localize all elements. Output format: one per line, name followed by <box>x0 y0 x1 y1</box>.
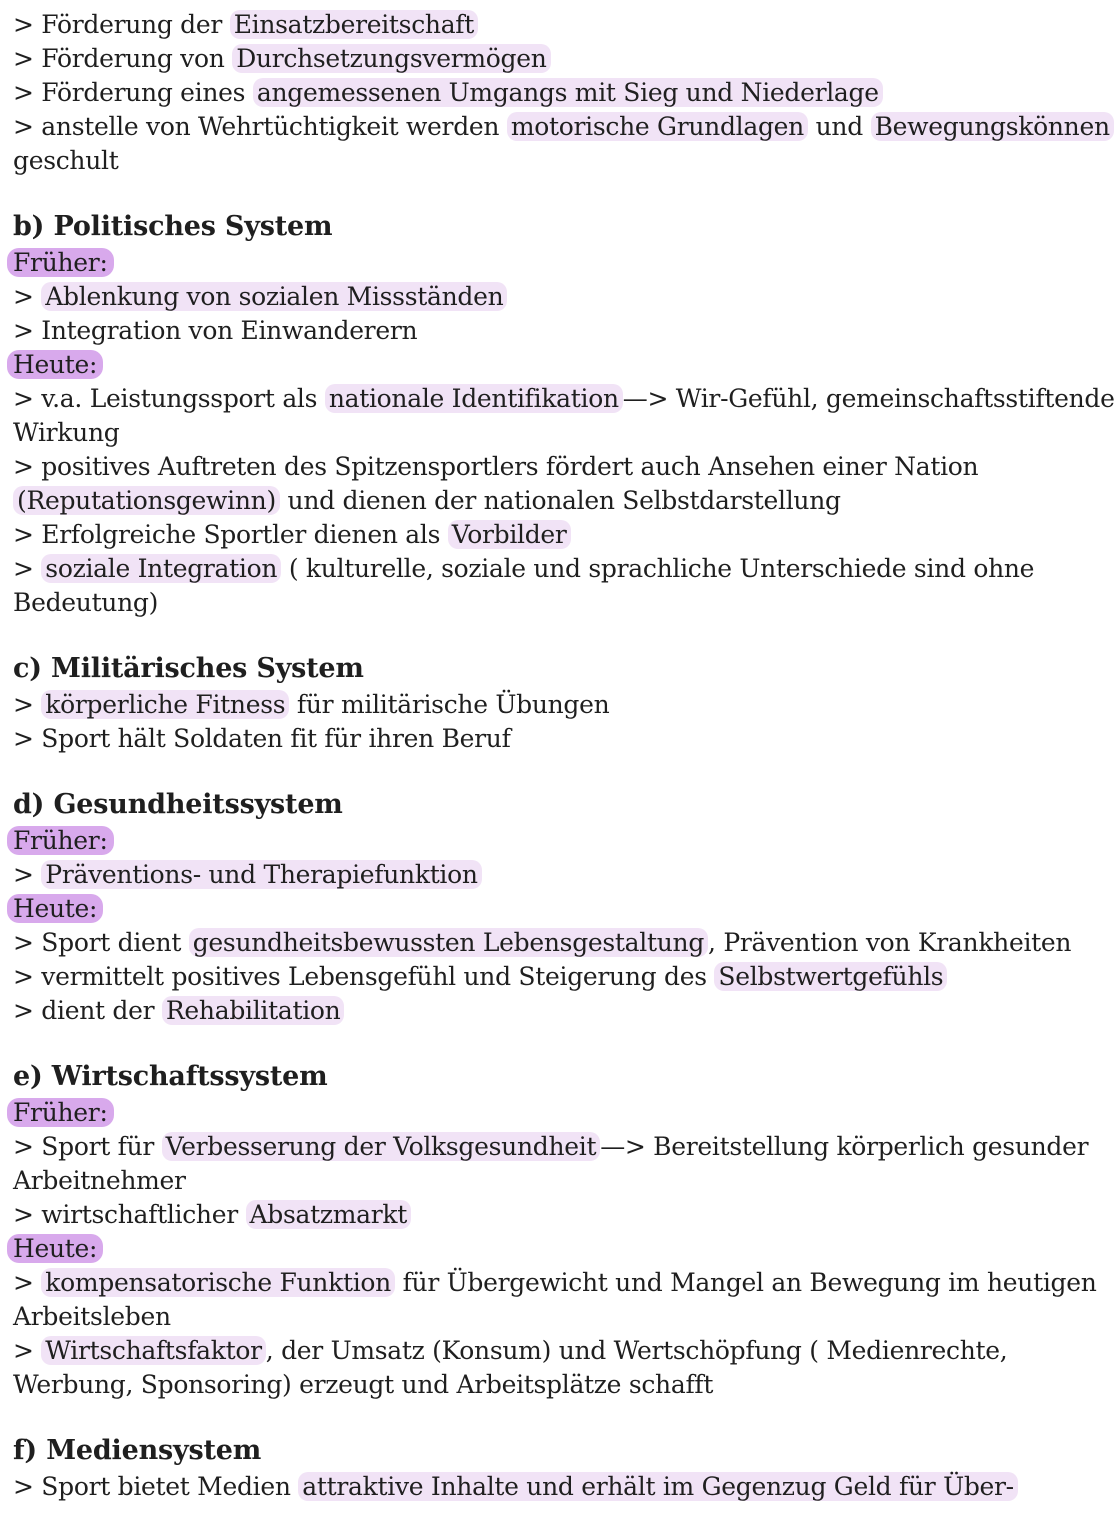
label-heute <box>13 348 1068 382</box>
highlight: Absatzmarkt <box>246 1200 411 1229</box>
highlight: Bewegungskönnen <box>871 112 1114 141</box>
b-heute-line-1: > v.a. Leistungssport als nationale Identifikation —> Wir-Gefühl, gemeinschaftsstiftende <box>13 384 1115 413</box>
highlight: körperliche Fitness <box>41 690 289 719</box>
highlight: nationale Identifikation <box>325 384 623 413</box>
d-frueher-line-1: > Präventions- und Therapiefunktion <box>13 858 1068 892</box>
tag-heute: Heute: <box>7 1234 103 1263</box>
label-frueher <box>13 824 1068 858</box>
highlight: soziale Integration <box>41 554 281 583</box>
b-heute-line-5: > Erfolgreiche Sportler dienen als Vorbilder <box>13 518 1068 552</box>
label-heute <box>13 1232 1068 1266</box>
highlight: Einsatzbereitschaft <box>230 10 478 39</box>
highlight: Rehabilitation <box>162 996 345 1025</box>
d-heute-line-1: > Sport dient gesundheitsbewussten Lebensgestaltung , Prävention von Krankheiten <box>13 928 1072 957</box>
b-frueher-line-1: > Ablenkung von sozialen Missständen <box>13 280 1068 314</box>
tag-frueher: Früher: <box>7 248 114 277</box>
highlight: gesundheitsbewussten Lebensgestaltung <box>189 928 708 957</box>
section-heading-e: e) Wirtschaftssystem <box>13 1061 328 1092</box>
b-heute-line-2: Wirkung <box>13 418 120 447</box>
c-line-1: > körperliche Fitness für militärische Übungen <box>13 690 610 719</box>
tag-frueher: Früher: <box>7 826 114 855</box>
highlight: angemessenen Umgangs mit Sieg und Niederlage <box>253 78 883 107</box>
e-heute-line-3: > Wirtschaftsfaktor , der Umsatz (Konsum) und Wertschöpfung ( Medienrechte, <box>13 1336 1008 1365</box>
e-heute-line-1: > kompensatorische Funktion für Übergewicht und Mangel an Bewegung im heutigen <box>13 1268 1097 1297</box>
section-heading-c: c) Militärisches System <box>13 653 364 684</box>
highlight: Verbesserung der Volksgesundheit <box>162 1132 601 1161</box>
label-frueher <box>13 246 1068 280</box>
d-heute-line-2: > vermittelt positives Lebensgefühl und Steigerung des Selbstwertgefühls <box>13 960 1068 994</box>
intro-line-4: > anstelle von Wehrtüchtigkeit werden motorische Grundlagen und Bewegungskönnen <box>13 110 1068 144</box>
e-frueher-line-2: Arbeitnehmer <box>13 1166 186 1195</box>
b-frueher-line-2: > Integration von Einwanderern <box>13 316 418 345</box>
highlight: Ablenkung von sozialen Missständen <box>41 282 507 311</box>
highlight: motorische Grundlagen <box>507 112 808 141</box>
b-heute-line-6: > soziale Integration ( kulturelle, soziale und sprachliche Unterschiede sind ohne <box>13 554 1035 583</box>
highlight: (Reputationsgewinn) <box>13 486 280 515</box>
intro-line-5: geschult <box>13 146 119 175</box>
e-frueher-line-1: > Sport für Verbesserung der Volksgesundheit —> Bereitstellung körperlich gesunder <box>13 1132 1089 1161</box>
highlight: Vorbilder <box>448 520 571 549</box>
intro-line-1: > Förderung der Einsatzbereitschaft <box>13 8 1068 42</box>
intro-line-2: > Förderung von Durchsetzungsvermögen <box>13 42 1068 76</box>
section-heading-d: d) Gesundheitssystem <box>13 789 343 820</box>
label-heute <box>13 892 1068 926</box>
intro-line-3: > Förderung eines angemessenen Umgangs mit Sieg und Niederlage <box>13 76 1068 110</box>
highlight: Präventions- und Therapiefunktion <box>41 860 481 889</box>
f-line-1: > Sport bietet Medien attraktive Inhalte und erhält im Gegenzug Geld für Über- <box>13 1470 1068 1504</box>
d-heute-line-3: > dient der Rehabilitation <box>13 994 1068 1028</box>
tag-heute: Heute: <box>7 350 103 379</box>
b-heute-line-3: > positives Auftreten des Spitzensportlers fördert auch Ansehen einer Nation <box>13 452 979 481</box>
section-heading-b: b) Politisches System <box>13 211 333 242</box>
highlight: attraktive Inhalte und erhält im Gegenzug Geld für Über- <box>298 1472 1018 1501</box>
label-frueher <box>13 1096 1068 1130</box>
e-frueher-line-3: > wirtschaftlicher Absatzmarkt <box>13 1198 1068 1232</box>
highlight: kompensatorische Funktion <box>41 1268 395 1297</box>
b-heute-line-4: (Reputationsgewinn) und dienen der nationalen Selbstdarstellung <box>13 484 1068 518</box>
tag-frueher: Früher: <box>7 1098 114 1127</box>
e-heute-line-2: Arbeitsleben <box>13 1302 171 1331</box>
section-heading-f: f) Mediensystem <box>13 1435 262 1466</box>
tag-heute: Heute: <box>7 894 103 923</box>
highlight: Selbstwertgefühls <box>714 962 947 991</box>
highlight: Wirtschaftsfaktor <box>41 1336 265 1365</box>
e-heute-line-4: Werbung, Sponsoring) erzeugt und Arbeitsplätze schafft <box>13 1370 714 1399</box>
c-line-2: > Sport hält Soldaten fit für ihren Beruf <box>13 724 511 753</box>
highlight: Durchsetzungsvermögen <box>232 44 550 73</box>
b-heute-line-7: Bedeutung) <box>13 588 159 617</box>
